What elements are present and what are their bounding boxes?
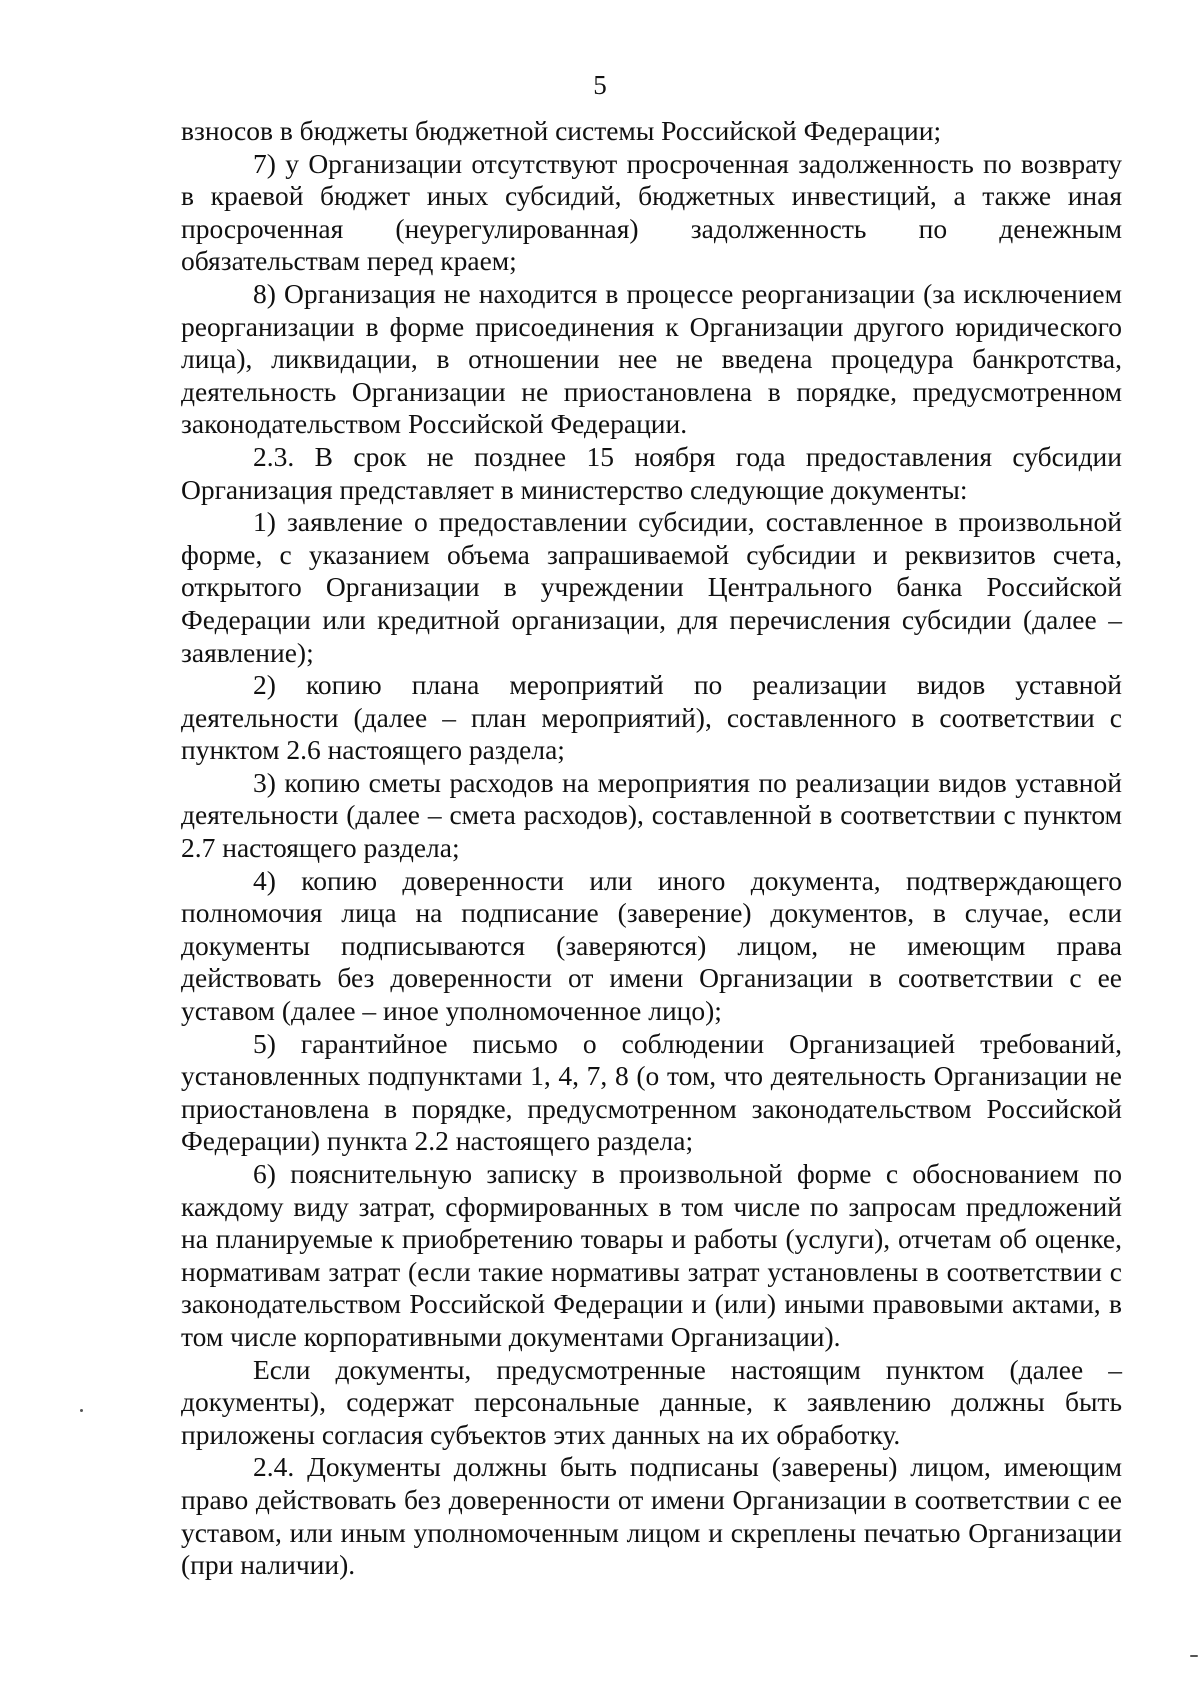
scan-speck bbox=[1190, 1655, 1198, 1657]
paragraph-item-3: 3) копию сметы расходов на мероприятия по реализации видов уставной деятельности (далее – смета расходов), составленной в соответствии с пунктом 2.7 настоящего раздела; bbox=[181, 766, 1122, 864]
paragraph-item-6: 6) пояснительную записку в произвольной форме с обоснованием по каждому виду затрат, сформированных в том числе по запросам предложений на планируемые к приобретению товары и работы (услуги), отчетам об оценке, нормативам затрат (если такие нормативы затрат установлены в соответствии с законодательством Российской Федерации и (или) иными правовыми актами, в том числе корпоративными документами Организации). bbox=[181, 1158, 1122, 1352]
page-number: 5 bbox=[593, 70, 607, 100]
document-body bbox=[181, 115, 1122, 1582]
paragraph-section-2-4: 2.4. Документы должны быть подписаны (заверены) лицом, имеющим право действовать без доверенности от имени Организации в соответствии с ее уставом, или иным уполномоченным лицом и скреплены печатью Организации (при наличии). bbox=[181, 1451, 1122, 1581]
scan-speck bbox=[80, 1409, 83, 1412]
paragraph-item-1: 1) заявление о предоставлении субсидии, составленное в произвольной форме, с указанием объема запрашиваемой субсидии и реквизитов счета, открытого Организации в учреждении Центрального банка Российской Федерации или кредитной организации, для перечисления субсидии (далее – заявление); bbox=[181, 506, 1122, 668]
paragraph-section-2-3: 2.3. В срок не позднее 15 ноября года предоставления субсидии Организация представляет в министерство следующие документы: bbox=[181, 440, 1122, 505]
paragraph-continuation: взносов в бюджеты бюджетной системы Российской Федерации; bbox=[181, 115, 942, 146]
paragraph-item-7: 7) у Организации отсутствуют просроченная задолженность по возврату в краевой бюджет иных субсидий, бюджетных инвестиций, а также иная просроченная (неурегулированная) задолженность по денежным обязательствам перед краем; bbox=[181, 147, 1122, 277]
paragraph-personal-data: Если документы, предусмотренные настоящим пунктом (далее – документы), содержат персональные данные, к заявлению должны быть приложены согласия субъектов этих данных на их обработку. bbox=[181, 1353, 1122, 1450]
paragraph-item-2: 2) копию плана мероприятий по реализации видов уставной деятельности (далее – план мероприятий), составленного в соответствии с пунктом 2.6 настоящего раздела; bbox=[181, 669, 1122, 766]
paragraph-item-4: 4) копию доверенности или иного документа, подтверждающего полномочия лица на подписание (заверение) документов, в случае, если документы подписываются (заверяются) лицом, не имеющим права действовать без доверенности от имени Организации в соответствии с ее уставом (далее – иное уполномоченное лицо); bbox=[181, 864, 1122, 1027]
paragraph-item-8: 8) Организация не находится в процессе реорганизации (за исключением реорганизации в форме присоединения к Организации другого юридического лица), ликвидации, в отношении нее не введена процедура банкротства, деятельность Организации не приостановлена в порядке, предусмотренном законодательством Российской Федерации. bbox=[181, 277, 1122, 440]
paragraph-item-5: 5) гарантийное письмо о соблюдении Организацией требований, установленных подпунктами 1, 4, 7, 8 (о том, что деятельность Организации не приостановлена в порядке, предусмотренном законодательством Российской Федерации) пункта 2.2 настоящего раздела; bbox=[181, 1027, 1122, 1157]
